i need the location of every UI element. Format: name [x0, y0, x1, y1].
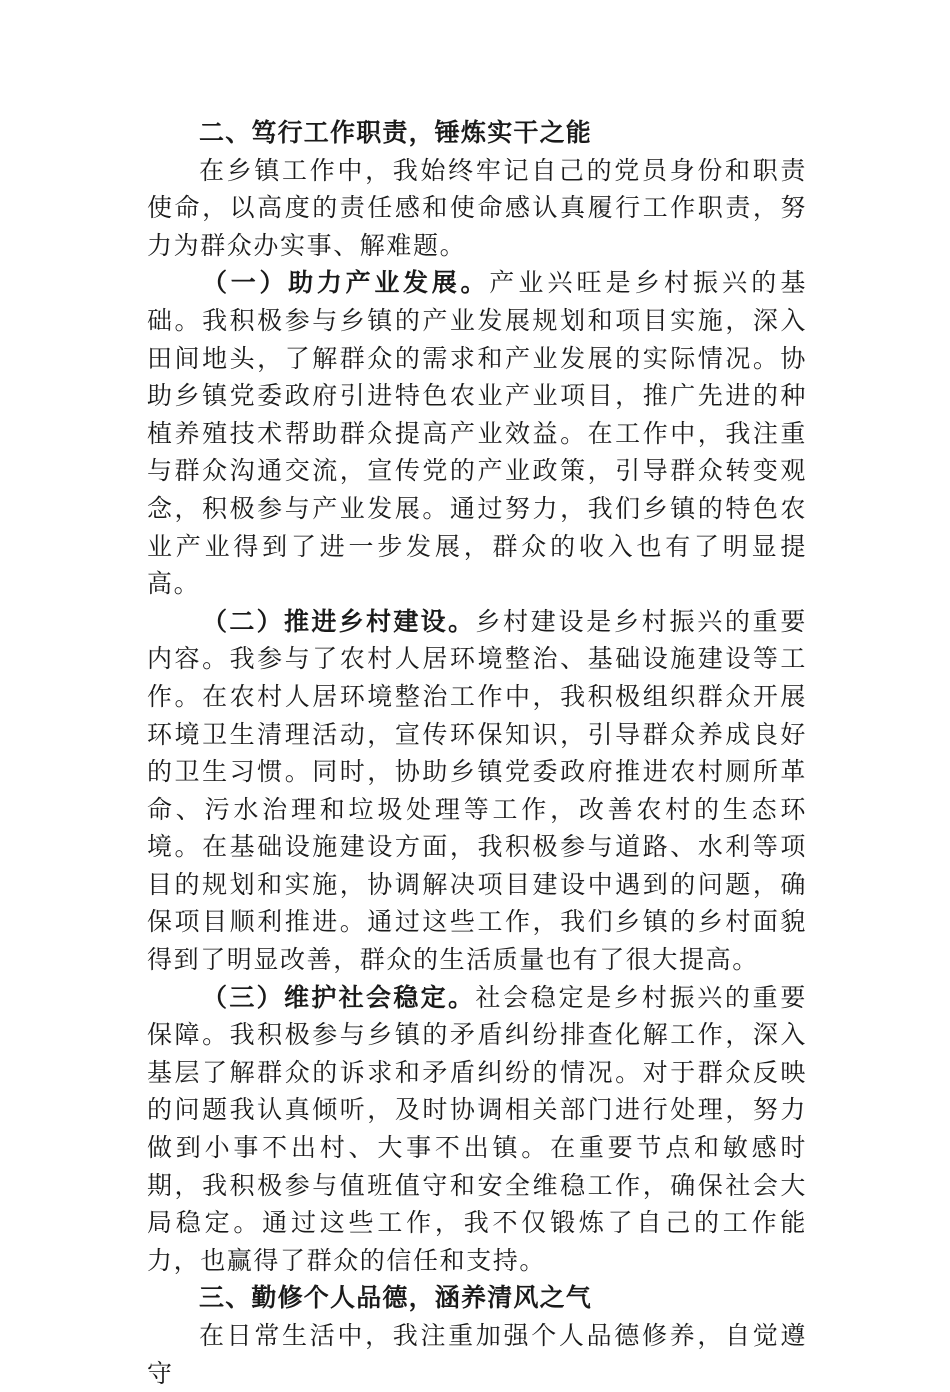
subsection-2 — [147, 603, 807, 979]
subsection-1 — [147, 264, 807, 602]
section-heading-3: 三、勤修个人品德，涵养清风之气 — [199, 1283, 593, 1313]
subsection-2-lead: （二）推进乡村建设。 — [202, 606, 476, 636]
subsection-1-body: 产业兴旺是乡村振兴的基础。我积极参与乡镇的产业发展规划和项目实施，深入田间地头，了解群众的需求和产业发展的实际情况。协助乡镇党委政府引进特色农业产业项目，推广先进的种植养殖技术帮助群众提高产业效益。在工作中，我注重与群众沟通交流，宣传党的产业政策，引导群众转变观念，积极参与产业发展。通过努力，我们乡镇的特色农业产业得到了进一步发展，群众的收入也有了明显提高。 — [147, 268, 807, 599]
subsection-1-lead: （一）助力产业发展。 — [202, 268, 490, 298]
document-page — [147, 114, 807, 1392]
section-2-intro: 在乡镇工作中，我始终牢记自己的党员身份和职责使命，以高度的责任感和使命感认真履行工作职责，努力为群众办实事、解难题。 — [147, 155, 807, 260]
section-heading-2: 二、笃行工作职责，锤炼实干之能 — [199, 118, 593, 147]
subsection-3-body: 社会稳定是乡村振兴的重要保障。我积极参与乡镇的矛盾纠纷排查化解工作，深入基层了解群众的诉求和矛盾纠纷的情况。对于群众反映的问题我认真倾听，及时协调相关部门进行处理，努力做到小事不出村、大事不出镇。在重要节点和敏感时期，我积极参与值班值守和安全维稳工作，确保社会大局稳定。通过这些工作，我不仅锻炼了自己的工作能力，也赢得了群众的信任和支持。 — [147, 982, 807, 1275]
subsection-3-lead: （三）维护社会稳定。 — [202, 982, 476, 1012]
section-3-intro: 在日常生活中，我注重加强个人品德修养，自觉遵守 — [147, 1321, 807, 1388]
subsection-2-body: 乡村建设是乡村振兴的重要内容。我参与了农村人居环境整治、基础设施建设等工作。在农村人居环境整治工作中，我积极组织群众开展环境卫生清理活动，宣传环保知识，引导群众养成良好的卫生习惯。同时，协助乡镇党委政府推进农村厕所革命、污水治理和垃圾处理等工作，改善农村的生态环境。在基础设施建设方面，我积极参与道路、水利等项目的规划和实施，协调解决项目建设中遇到的问题，确保项目顺利推进。通过这些工作，我们乡镇的乡村面貌得到了明显改善，群众的生活质量也有了很大提高。 — [147, 606, 807, 975]
subsection-3 — [147, 979, 807, 1280]
